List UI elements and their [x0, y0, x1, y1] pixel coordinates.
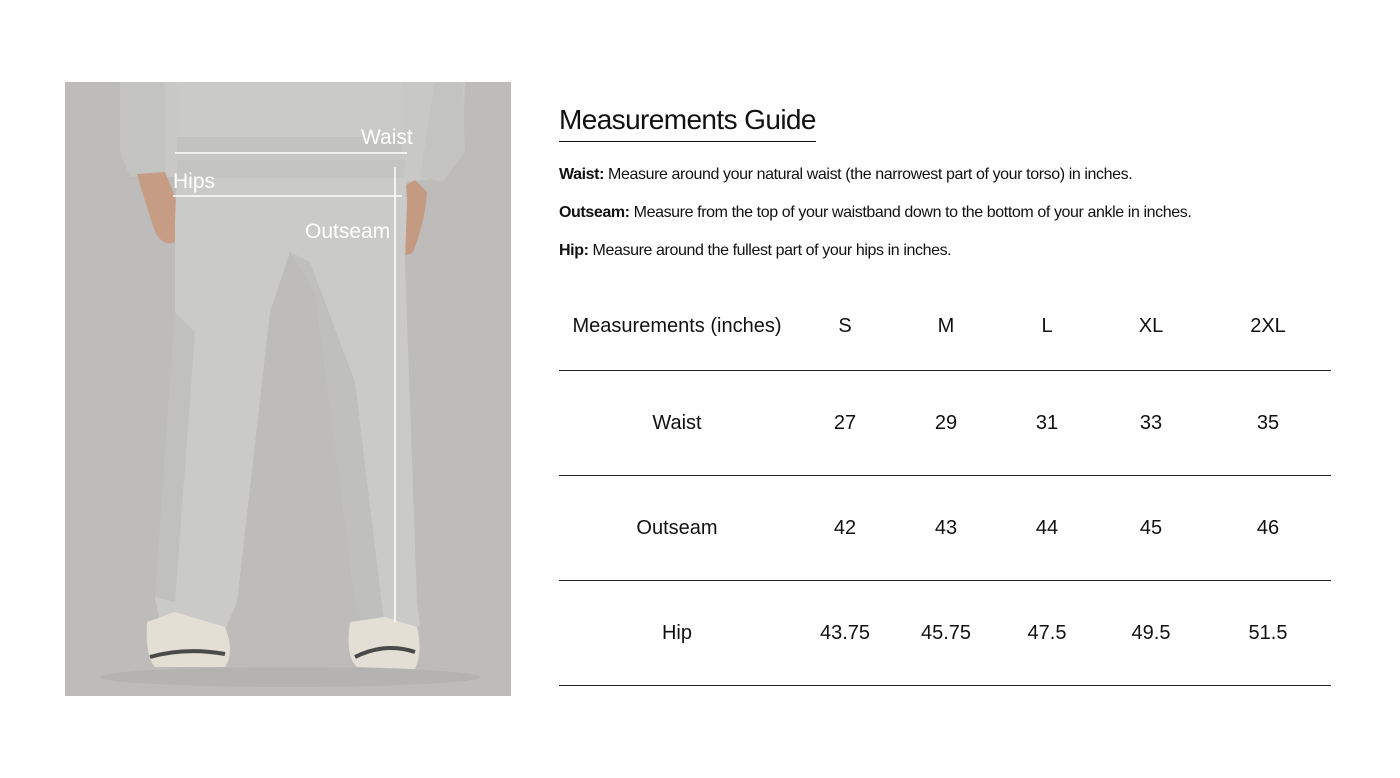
- column-header: L: [997, 283, 1097, 371]
- column-header: XL: [1097, 283, 1205, 371]
- table-cell: 43.75: [795, 581, 895, 686]
- table-cell: 33: [1097, 371, 1205, 476]
- waist-label: Waist: [361, 126, 413, 149]
- row-label: Outseam: [559, 476, 795, 581]
- definition-term: Hip:: [559, 242, 589, 259]
- definition-text: Measure from the top of your waistband down to the bottom of your ankle in inches.: [629, 204, 1192, 221]
- table-cell: 46: [1205, 476, 1331, 581]
- table-cell: 47.5: [997, 581, 1097, 686]
- table-header-row: [559, 283, 1331, 371]
- page-title: Measurements Guide: [559, 100, 816, 142]
- table-cell: 49.5: [1097, 581, 1205, 686]
- hips-label: Hips: [173, 170, 216, 193]
- column-header: M: [895, 283, 997, 371]
- hip-definition: [559, 242, 951, 260]
- table-cell: 45: [1097, 476, 1205, 581]
- table-cell: 35: [1205, 371, 1331, 476]
- outseam-label: Outseam: [305, 220, 391, 243]
- column-header: S: [795, 283, 895, 371]
- definition-text: Measure around the fullest part of your hips in inches.: [588, 242, 952, 259]
- table-row: [559, 581, 1331, 686]
- row-label: Waist: [559, 371, 795, 476]
- outseam-definition: [559, 204, 1191, 222]
- table-cell: 42: [795, 476, 895, 581]
- sweatpants-illustration: [65, 82, 511, 696]
- table-cell: 51.5: [1205, 581, 1331, 686]
- table-cell: 27: [795, 371, 895, 476]
- size-table: [559, 283, 1331, 686]
- table-cell: 43: [895, 476, 997, 581]
- column-header: Measurements (inches): [559, 283, 795, 371]
- table-cell: 44: [997, 476, 1097, 581]
- row-label: Hip: [559, 581, 795, 686]
- definition-term: Waist:: [559, 166, 605, 183]
- measurements-guide: [559, 100, 1331, 259]
- definition-term: Outseam:: [559, 204, 630, 221]
- table-cell: 45.75: [895, 581, 997, 686]
- table-cell: 31: [997, 371, 1097, 476]
- table-row: [559, 476, 1331, 581]
- table-row: [559, 371, 1331, 476]
- column-header: 2XL: [1205, 283, 1331, 371]
- definition-text: Measure around your natural waist (the narrowest part of your torso) in inches.: [604, 166, 1133, 183]
- waist-definition: [559, 166, 1132, 184]
- product-photo: [65, 82, 511, 696]
- table-cell: 29: [895, 371, 997, 476]
